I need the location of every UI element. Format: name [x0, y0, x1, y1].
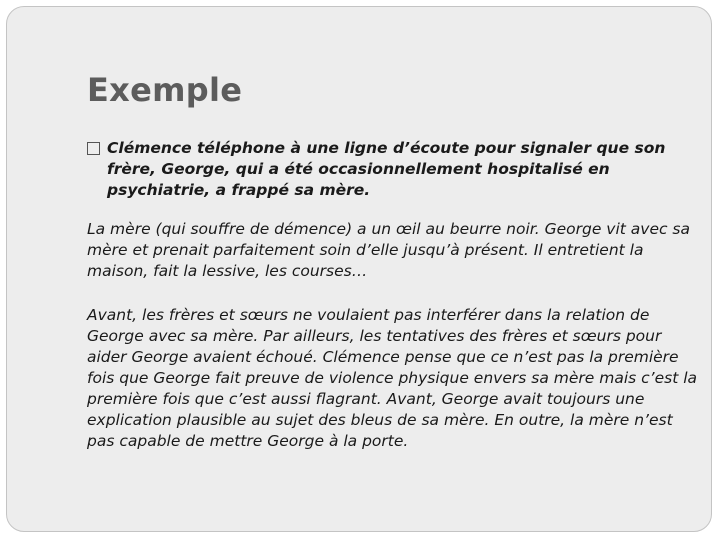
bullet-text: Clémence téléphone à une ligne d’écoute pour signaler que son frère, George, qui a été occasionnellement hospitalisé en psychiatrie, a frappé sa mère.: [107, 139, 666, 199]
paragraph-situation: La mère (qui souffre de démence) a un œil au beurre noir. George vit avec sa mère et prenait parfaitement soin d’elle jusqu’à présent. Il entretient la maison, fait la lessive, les courses…: [87, 220, 691, 280]
slide-title: Exemple: [87, 71, 243, 109]
square-bullet-icon: [87, 142, 100, 155]
paragraph-context: Avant, les frères et sœurs ne voulaient pas interférer dans la relation de George avec sa mère. Par ailleurs, les tentatives des frères et sœurs pour aider George avaient échoué. Clémence pense que ce n’est pas la première fois que George fait preuve de violence physique envers sa mère mais c’est la première fois que c’est aussi flagrant. Avant, George avait toujours une explication plausible au sujet des bleus de sa mère. En outre, la mère n’est pas capable de mettre George à la porte.: [87, 306, 698, 450]
slide-body: [87, 138, 699, 452]
slide-frame: [6, 6, 712, 532]
bullet-item: [87, 138, 699, 201]
